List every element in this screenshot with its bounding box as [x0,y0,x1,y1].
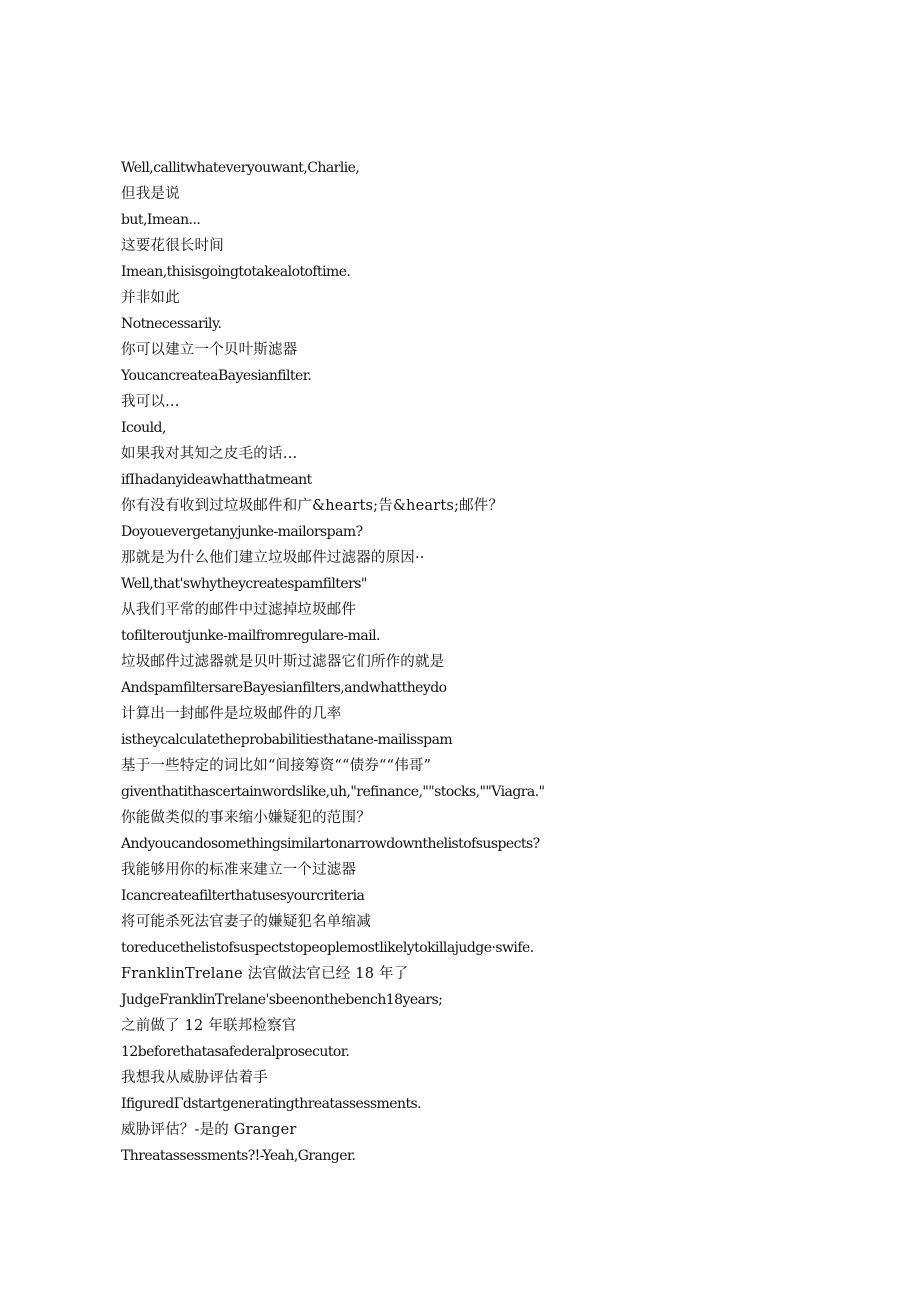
english-subtitle-line: IfiguredΓdstartgeneratingthreatassessments. [121,1096,422,1112]
chinese-subtitle-line: 并非如此 [121,290,180,306]
chinese-subtitle-line: 我想我从威胁评估着手 [121,1070,268,1086]
english-subtitle-line: Imean,thisisgoingtotakealotoftime. [121,264,351,280]
chinese-subtitle-line: 之前做了 12 年联邦检察官 [121,1018,297,1034]
chinese-subtitle-line: 将可能杀死法官妻子的嫌疑犯名单缩减 [121,914,371,930]
english-subtitle-line: YoucancreateaBayesianfilter. [121,368,312,384]
english-subtitle-line: giventhatithascertainwordslike,uh,"refinance,""stocks,""Viagra." [121,784,545,800]
english-subtitle-line: ifIhadanyideawhatthatmeant [121,472,312,488]
chinese-subtitle-line: 这要花很长时间 [121,238,224,254]
english-subtitle-line: Icould, [121,420,166,436]
english-subtitle-line: Well,callitwhateveryouwant,Charlie, [121,160,360,176]
english-subtitle-line: JudgeFranklinTrelane'sbeenonthebench18years; [121,992,443,1008]
english-subtitle-line: Notnecessarily. [121,316,222,332]
chinese-subtitle-line: FranklinTrelane 法官做法官已经 18 年了 [121,966,409,982]
chinese-subtitle-line: 你可以建立一个贝叶斯滤器 [121,342,298,358]
chinese-subtitle-line: 我可以... [121,394,180,410]
chinese-subtitle-line: 威胁评估？-是的 Granger [121,1122,297,1138]
english-subtitle-line: Threatassessments?!-Yeah,Granger. [121,1148,356,1164]
chinese-subtitle-line: 垃圾邮件过滤器就是贝叶斯过滤器它们所作的就是 [121,654,445,670]
english-subtitle-line: Icancreateafilterthatusesyourcriteria [121,888,365,904]
chinese-subtitle-line: 基于一些特定的词比如“间接筹资““债券““伟哥” [121,758,432,774]
subtitle-transcript [121,155,861,1169]
chinese-subtitle-line: 那就是为什么他们建立垃圾邮件过滤器的原因·· [121,550,425,566]
english-subtitle-line: Well,that'swhytheycreatespamfilters" [121,576,367,592]
chinese-subtitle-line: 你有没有收到过垃圾邮件和广&hearts;告&hearts;邮件？ [121,498,504,514]
english-subtitle-line: istheycalculatetheprobabilitiesthatane-mailisspam [121,732,453,748]
english-subtitle-line: but,Imean... [121,212,201,228]
english-subtitle-line: 12beforethatasafederalprosecutor. [121,1044,350,1060]
chinese-subtitle-line: 计算出一封邮件是垃圾邮件的几率 [121,706,342,722]
english-subtitle-line: AndspamfiltersareBayesianfilters,andwhattheydo [121,680,447,696]
chinese-subtitle-line: 从我们平常的邮件中过滤掉垃圾邮件 [121,602,357,618]
english-subtitle-line: toreducethelistofsuspectstopeoplemostlikelytokillajudge·swife. [121,940,534,956]
english-subtitle-line: tofilteroutjunke-mailfromregulare-mail. [121,628,380,644]
chinese-subtitle-line: 但我是说 [121,186,180,202]
chinese-subtitle-line: 如果我对其知之皮毛的话… [121,446,298,462]
english-subtitle-line: Andyoucandosomethingsimilartonarrowdownthelistofsuspects? [121,836,540,852]
english-subtitle-line: Doyouevergetanyjunke-mailorspam? [121,524,363,540]
chinese-subtitle-line: 你能做类似的事来缩小嫌疑犯的范围？ [121,810,371,826]
chinese-subtitle-line: 我能够用你的标准来建立一个过滤器 [121,862,357,878]
